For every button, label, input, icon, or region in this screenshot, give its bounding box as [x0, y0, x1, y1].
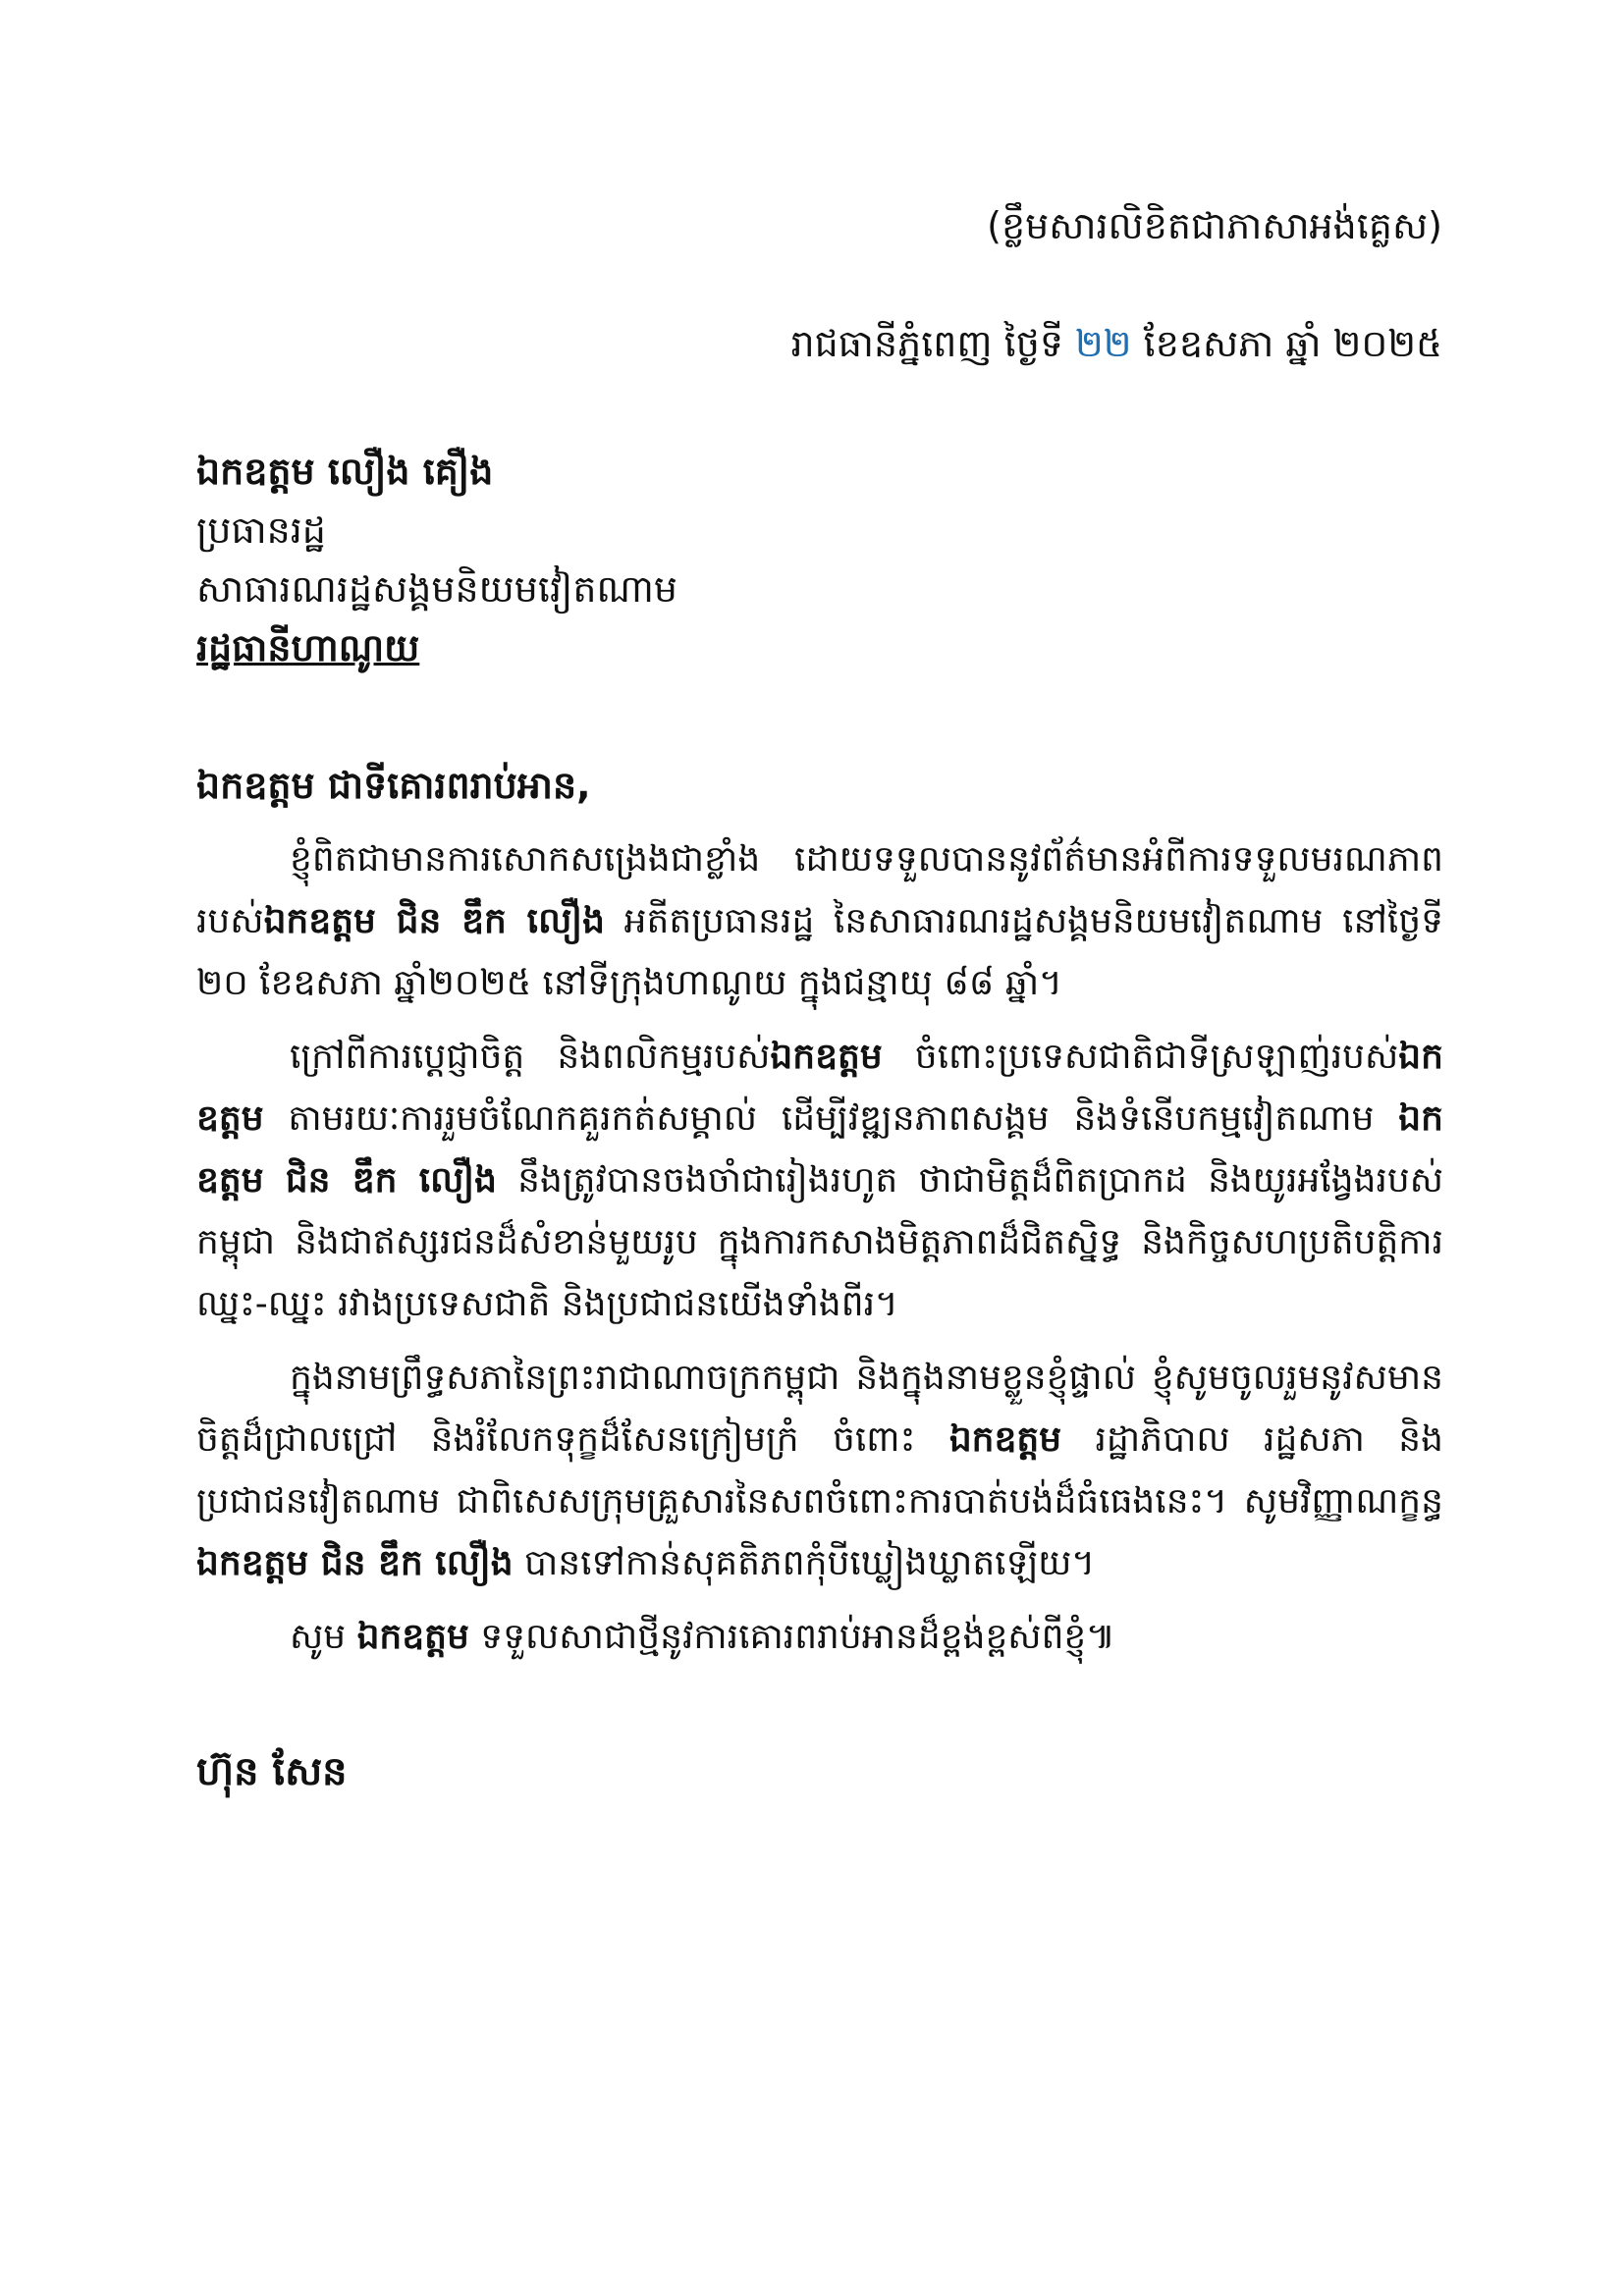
p2-text-3: តាមរយៈការរួមចំណែកគួរកត់សម្គាល់ ដើម្បីវឌ្ឍនភាពសង្គម និងទំនើបកម្មវៀតណាម: [263, 1098, 1399, 1139]
p2-text-1: ក្រៅពីការប្តេជ្ញាចិត្ត និងពលិកម្មរបស់: [290, 1037, 771, 1077]
p3-text-2: រដ្ឋាភិបាល រដ្ឋសភា និងប្រជាជនវៀតណាម ជាពិសេសក្រុមគ្រួសារនៃសពចំពោះការបាត់បង់ដ៏ធំធេងនេះ។ សូមវិញ្ញាណក្ខន្ធ: [196, 1419, 1443, 1522]
p2-text-2: ចំពោះប្រទេសជាតិជាទីស្រឡាញ់របស់: [882, 1037, 1399, 1077]
p4-bold-1: ឯកឧត្តម: [356, 1617, 469, 1657]
p1-bold-1: ឯកឧត្តម ជិន ឌឹក លឿង: [263, 901, 605, 941]
p4-text-2: ទទួលសាជាថ្មីនូវការគោរពរាប់អានដ៏ខ្ពង់ខ្ពស់ពីខ្ញុំ៕: [468, 1617, 1116, 1657]
date-line: [791, 319, 1442, 368]
addressee-name: ឯកឧត្តម លឿង គឿង: [196, 450, 494, 493]
paragraph-1: [196, 828, 1443, 1014]
p3-bold-1: ឯកឧត្តម: [948, 1419, 1062, 1460]
p1-text-2: អតីតប្រធានរដ្ឋ នៃសាធារណរដ្ឋសង្គមនិយមវៀតណាម នៅថ្ងៃទី ២០ ខែឧសភា ឆ្នាំ២០២៥ នៅទីក្រុងហាណូយ ក្នុងជន្មាយុ ៨៨ ឆ្នាំ។: [196, 901, 1444, 1003]
addressee-country: សាធារណរដ្ឋសង្គមនិយមវៀតណាម: [196, 567, 678, 611]
paragraph-3: [196, 1347, 1443, 1594]
p3-bold-2: ឯកឧត្តម ជិន ឌឹក លឿង: [196, 1543, 514, 1583]
paragraph-2: [196, 1026, 1443, 1335]
addressee-title: ប្រធានរដ្ឋ: [196, 508, 326, 552]
date-day: ២២: [1075, 322, 1132, 365]
signature-name: ហ៊ុន សែន: [196, 1749, 348, 1794]
addressee-city: រដ្ឋធានីហាណូយ: [196, 626, 420, 669]
date-prefix: រាជធានីភ្នំពេញ ថ្ងៃទី: [790, 322, 1076, 365]
p2-bold-2: ឯកឧត្តម: [196, 1037, 1443, 1139]
p4-text-1: សូម: [290, 1617, 357, 1657]
language-note: (ខ្លឹមសារលិខិតជាភាសាអង់គ្លេស): [987, 204, 1442, 247]
p1-text-1: ខ្ញុំពិតជាមានការសោកសង្រេងជាខ្លាំង ដោយទទួលបាននូវព័ត៌មានអំពីការទទួលមរណភាពរបស់: [196, 839, 1443, 941]
p2-bold-3: ឯកឧត្តម ជិន ឌឹក លឿង: [196, 1098, 1443, 1201]
addressee-block: [196, 442, 1434, 677]
p2-text-4: នឹងត្រូវបានចងចាំជារៀងរហូត ថាជាមិត្តដ៏ពិតប្រាកដ និងយូរអង្វែងរបស់កម្ពុជា និងជាឥស្សរជនដ៏សំខាន់មួយរូប ក្នុងការកសាងមិត្តភាពដ៏ជិតស្និទ្ធ និងកិច្ចសហប្រតិបត្តិការឈ្នះ-ឈ្នះ រវាងប្រទេសជាតិ និងប្រជាជនយើងទាំងពីរ។: [196, 1160, 1444, 1324]
letter-body: [196, 756, 1443, 1680]
p3-text-1: ក្នុងនាមព្រឹទ្ធសភានៃព្រះរាជាណាចក្រកម្ពុជា និងក្នុងនាមខ្លួនខ្ញុំផ្ទាល់ ខ្ញុំសូមចូលរួមនូវសមានចិត្តដ៏ជ្រាលជ្រៅ និងរំលែកទុក្ខដ៏សែនក្រៀមក្រំ ចំពោះ: [196, 1358, 1443, 1460]
salutation: ឯកឧត្តម ជាទីគោរពរាប់អាន,: [196, 764, 591, 807]
date-suffix: ខែឧសភា ឆ្នាំ ២០២៥: [1131, 322, 1442, 365]
p2-bold-1: ឯកឧត្តម: [770, 1037, 883, 1077]
p3-text-3: បានទៅកាន់សុគតិភពកុំបីឃ្លៀងឃ្លាតឡើយ។: [513, 1543, 1096, 1583]
paragraph-4: [196, 1606, 1443, 1668]
